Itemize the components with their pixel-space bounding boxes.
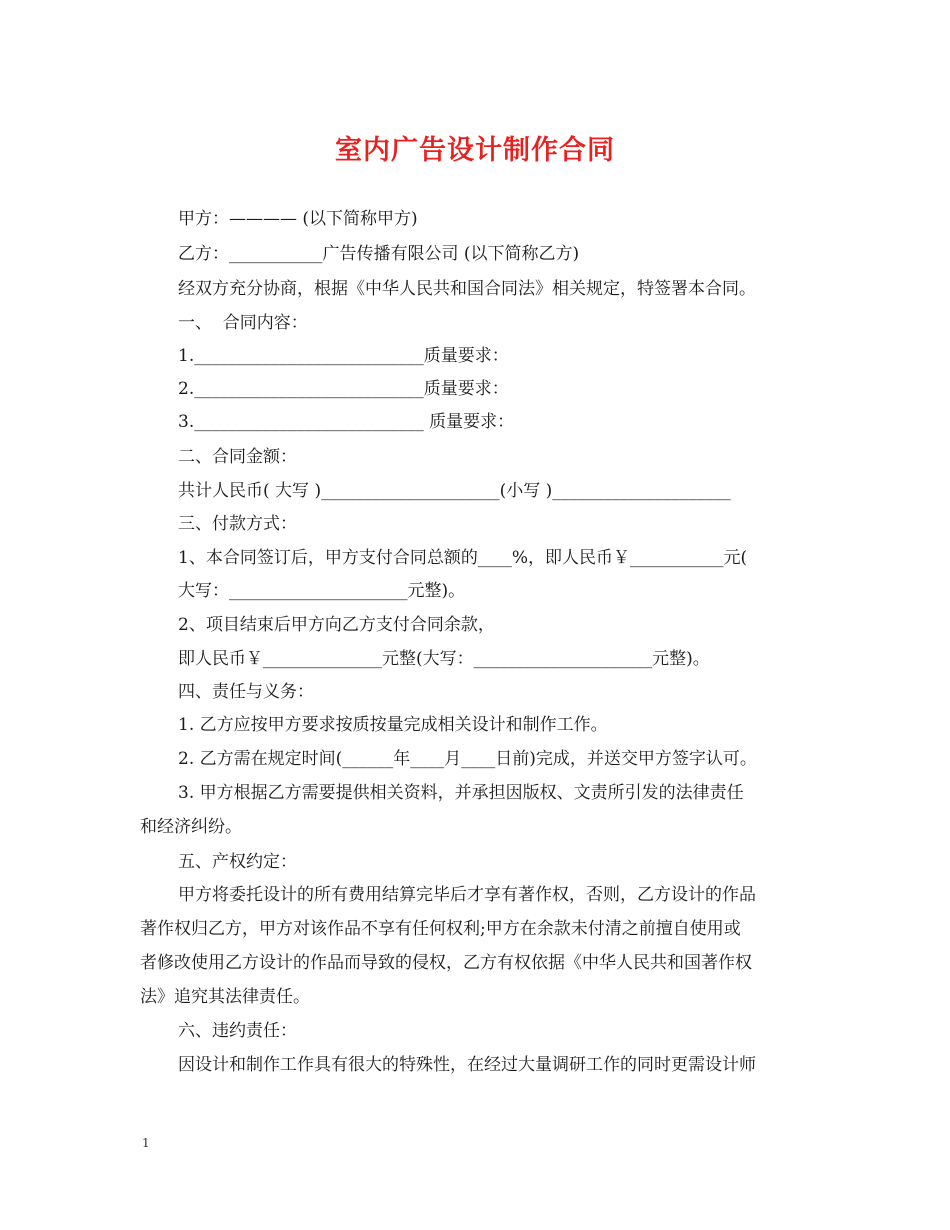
content-item-1: 1.___________________________质量要求：	[178, 346, 509, 366]
payment-clause-1: 1、本合同签订后，甲方支付合同总额的____%，即人民币￥___________元(	[178, 548, 748, 568]
ip-paragraph-line-1: 甲方将委托设计的所有费用结算完毕后才享有著作权，否则，乙方设计的作品	[178, 885, 756, 905]
ip-paragraph-line-4: 法》追究其法律责任。	[140, 987, 310, 1007]
payment-clause-2-cont: 即人民币￥______________元整(大写：_____________________元整)。	[178, 649, 710, 669]
duty-clause-3: 3. 甲方根据乙方需要提供相关资料，并承担因版权、文责所引发的法律责任	[178, 783, 744, 803]
party-b-line: 乙方：___________广告传播有限公司 (以下简称乙方)	[178, 244, 580, 264]
content-item-3: 3.___________________________ 质量要求：	[178, 412, 515, 432]
payment-clause-2: 2、项目结束后甲方向乙方支付合同余款，	[178, 615, 495, 635]
liability-paragraph-line-1: 因设计和制作工作具有很大的特殊性，在经过大量调研工作的同时更需设计师	[178, 1055, 756, 1075]
preamble-line: 经双方充分协商，根据《中华人民共和国合同法》相关规定，特签署本合同。	[178, 279, 756, 299]
party-a-line: 甲方：———— (以下简称甲方)	[178, 209, 418, 229]
ip-paragraph-line-3: 者修改使用乙方设计的作品而导致的侵权，乙方有权依据《中华人民共和国著作权	[140, 953, 752, 973]
payment-clause-1-cont: 大写：_____________________元整)。	[178, 581, 466, 601]
section-heading-liability: 六、违约责任：	[178, 1021, 297, 1041]
amount-line: 共计人民币( 大写 )_____________________(小写 )_____________________	[178, 481, 731, 501]
document-title: 室内广告设计制作合同	[335, 135, 615, 166]
section-heading-duties: 四、责任与义务：	[178, 682, 314, 702]
duty-clause-1: 1. 乙方应按甲方要求按质按量完成相关设计和制作工作。	[178, 715, 608, 735]
section-heading-contract-amount: 二、合同金额：	[178, 447, 297, 467]
section-heading-contract-content: 一、 合同内容：	[178, 313, 308, 333]
ip-paragraph-line-2: 著作权归乙方，甲方对该作品不享有任何权利;甲方在余款未付清之前擅自使用或	[140, 919, 741, 939]
section-heading-ip: 五、产权约定：	[178, 852, 297, 872]
page-number: 1	[142, 1136, 150, 1150]
content-item-2: 2.___________________________质量要求：	[178, 379, 509, 399]
duty-clause-3-cont: 和经济纠纷。	[140, 817, 242, 837]
section-heading-payment: 三、付款方式：	[178, 514, 297, 534]
duty-clause-2: 2. 乙方需在规定时间(______年____月____日前)完成，并送交甲方签字认可。	[178, 749, 757, 769]
